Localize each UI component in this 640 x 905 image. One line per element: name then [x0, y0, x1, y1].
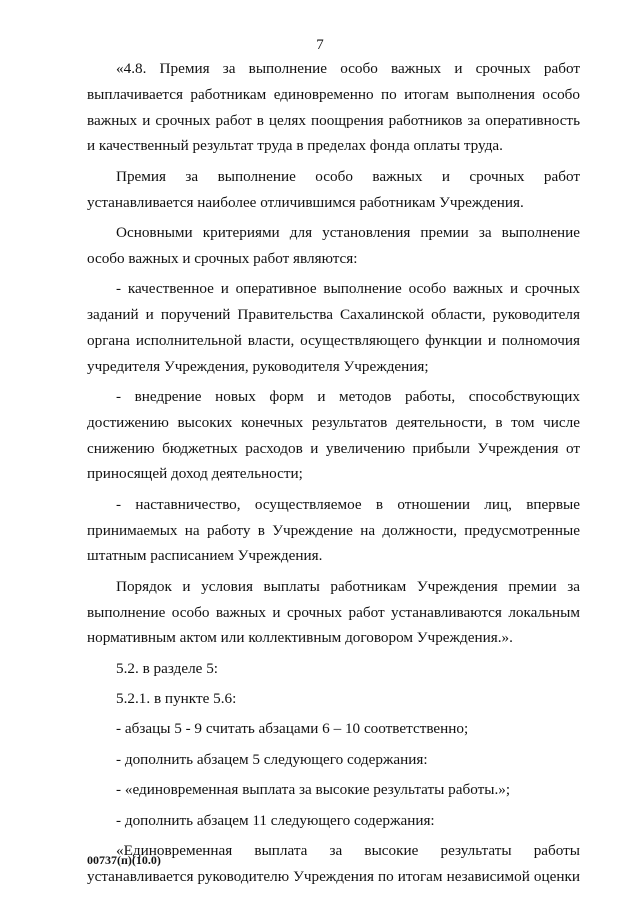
paragraph-criteria-intro: Основными критериями для установления премии за выполнение особо важных и срочных работ являются: — [87, 223, 580, 267]
list-item-lump-sum: - «единовременная выплата за высокие результаты работы.»; — [116, 781, 511, 799]
page-number: 7 — [316, 37, 324, 53]
list-item-criterion-3: - наставничество, осуществляемое в отношении лиц, впервые принимаемых на работу в Учреждение на должности, предусмотренные штатным расписанием Учреждения. — [87, 495, 580, 565]
paragraph-clause-5-2-1: 5.2.1. в пункте 5.6: — [116, 690, 237, 708]
list-item-add-paragraph-11: - дополнить абзацем 11 следующего содержания: — [116, 811, 435, 829]
paragraph-premium-4-8: «4.8. Премия за выполнение особо важных и срочных работ выплачивается работникам единовременно по итогам выполнения особо важных и срочных работ в целях поощрения работников за оперативность и качественный результат труда в пределах фонда оплаты труда. — [87, 60, 580, 155]
paragraph-lump-sum-head: «Единовременная выплата за высокие результаты работы устанавливается руководителю Учреждения по итогам независимой оценки — [87, 842, 580, 885]
document-code: 00737(п)(10.0) — [87, 853, 161, 867]
list-item-add-paragraph-5: - дополнить абзацем 5 следующего содержания: — [116, 750, 428, 768]
document-body — [87, 56, 580, 894]
paragraph-premium-recipients: Премия за выполнение особо важных и срочных работ устанавливается наиболее отличившимся работникам Учреждения. — [87, 167, 580, 211]
paragraph-procedure: Порядок и условия выплаты работникам Учреждения премии за выполнение особо важных и срочных работ устанавливаются локальным нормативным актом или коллективным договором Учреждения.». — [87, 577, 580, 647]
list-item-criterion-1: - качественное и оперативное выполнение особо важных и срочных заданий и поручений Правительства Сахалинской области, руководителя органа исполнительной власти, осуществляющего функции и полномочия учредителя Учреждения, руководителя Учреждения; — [87, 280, 580, 375]
list-item-renumber: - абзацы 5 - 9 считать абзацами 6 – 10 соответственно; — [116, 720, 469, 738]
paragraph-section-5-2: 5.2. в разделе 5: — [116, 659, 219, 677]
list-item-criterion-2: - внедрение новых форм и методов работы, способствующих достижению высоких конечных результатов деятельности, в том числе снижению бюджетных расходов и увеличению прибыли Учреждения от приносящей доход деятельности; — [87, 387, 580, 483]
